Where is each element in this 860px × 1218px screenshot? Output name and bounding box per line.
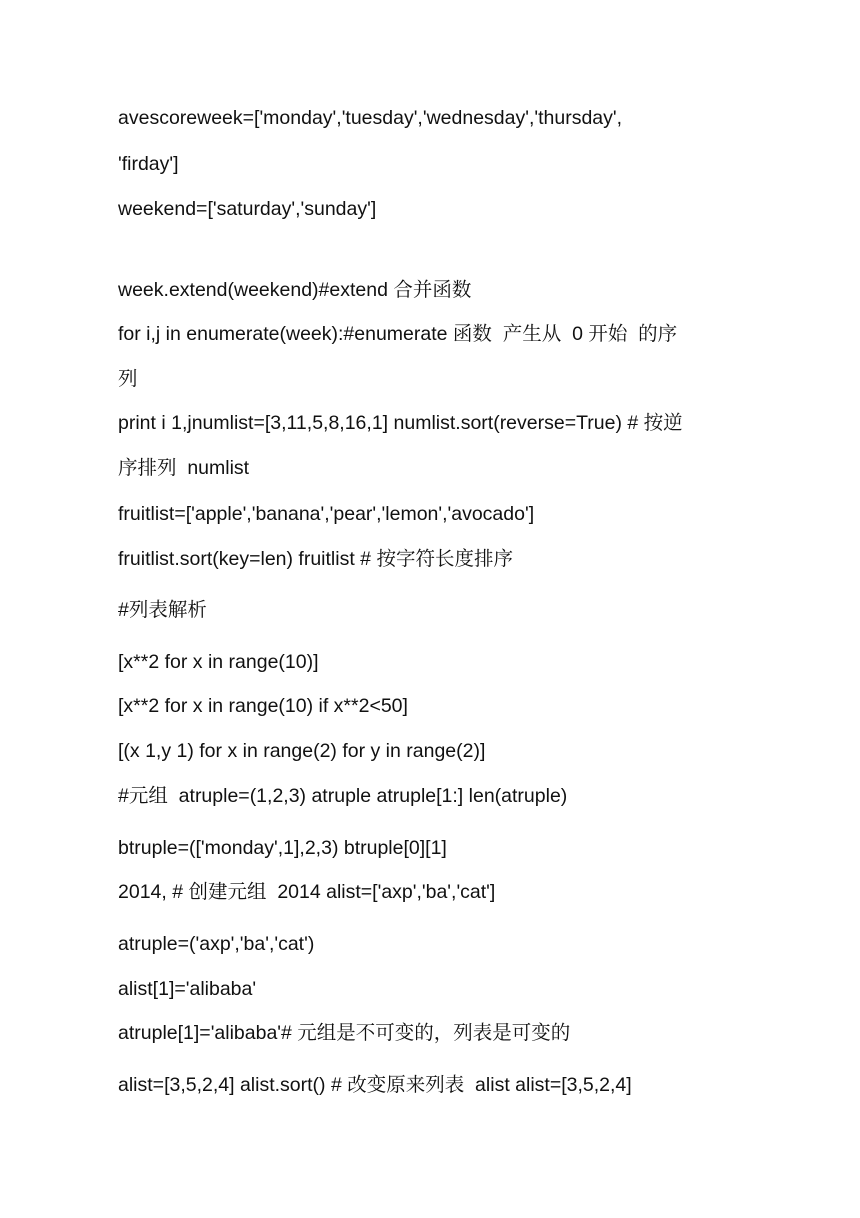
code-line: avescoreweek=['monday','tuesday','wednesday','thursday', bbox=[118, 107, 623, 129]
code-line: fruitlist=['apple','banana','pear','lemon','avocado'] bbox=[118, 503, 535, 525]
code-line: atruple[1]='alibaba'# 元组是不可变的，列表是可变的 bbox=[118, 1022, 571, 1044]
code-line: [x**2 for x in range(10)] bbox=[118, 651, 319, 673]
code-line: weekend=['saturday','sunday'] bbox=[118, 198, 377, 220]
code-line: 序排列 numlist bbox=[118, 457, 250, 479]
code-line: 列 bbox=[118, 368, 138, 390]
code-line: 'firday'] bbox=[118, 153, 179, 175]
code-line: alist=[3,5,2,4] alist.sort() # 改变原来列表 alist alist=[3,5,2,4] bbox=[118, 1074, 632, 1096]
section-comment-line: #列表解析 bbox=[118, 599, 207, 621]
code-line: 2014, # 创建元组 2014 alist=['axp','ba','cat'] bbox=[118, 881, 496, 903]
code-line: #元组 atruple=(1,2,3) atruple atruple[1:] len(atruple) bbox=[118, 785, 568, 807]
code-line: for i,j in enumerate(week):#enumerate 函数 产生从 0 开始 的序 bbox=[118, 323, 678, 345]
code-line: fruitlist.sort(key=len) fruitlist # 按字符长度排序 bbox=[118, 548, 513, 570]
code-line: week.extend(weekend)#extend 合并函数 bbox=[118, 279, 472, 301]
code-line: print i 1,jnumlist=[3,11,5,8,16,1] numlist.sort(reverse=True) # 按逆 bbox=[118, 412, 683, 434]
code-line: [(x 1,y 1) for x in range(2) for y in range(2)] bbox=[118, 740, 486, 762]
code-line: atruple=('axp','ba','cat') bbox=[118, 933, 315, 955]
code-line: alist[1]='alibaba' bbox=[118, 978, 257, 1000]
code-line: btruple=(['monday',1],2,3) btruple[0][1] bbox=[118, 837, 447, 859]
code-line: [x**2 for x in range(10) if x**2<50] bbox=[118, 695, 408, 717]
